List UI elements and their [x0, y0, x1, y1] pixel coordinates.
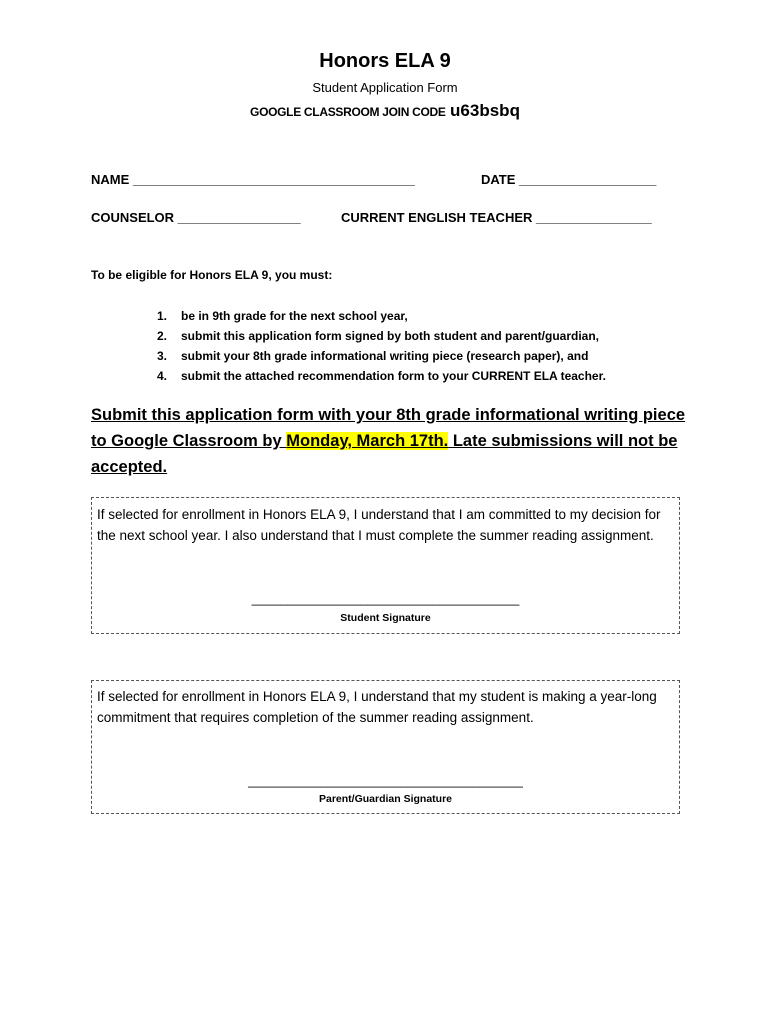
counselor-field[interactable]: COUNSELOR _________________ — [91, 210, 301, 225]
date-field[interactable]: DATE ___________________ — [481, 172, 657, 187]
list-item-text: be in 9th grade for the next school year, — [181, 309, 408, 323]
list-item-text: submit this application form signed by both student and parent/guardian, — [181, 329, 600, 343]
name-field[interactable]: NAME _______________________________________ — [91, 172, 415, 187]
student-commitment-box — [91, 497, 680, 634]
parent-commitment-text: If selected for enrollment in Honors ELA 9, I understand that my student is making a year-long commitment that requires completion of the summer reading assignment. — [97, 689, 657, 725]
list-item — [157, 346, 606, 366]
english-teacher-field[interactable]: CURRENT ENGLISH TEACHER ________________ — [341, 210, 652, 225]
list-item-number: 2. — [157, 329, 168, 343]
list-item-text: submit the attached recommendation form to your CURRENT ELA teacher. — [181, 369, 606, 383]
submission-notice — [91, 402, 691, 480]
student-signature-line[interactable]: _____________________________________ — [251, 591, 520, 606]
join-code-line — [0, 101, 770, 121]
eligibility-intro: To be eligible for Honors ELA 9, you must: — [91, 268, 333, 282]
parent-commitment-box — [91, 680, 680, 814]
list-item-number: 3. — [157, 349, 168, 363]
join-code-value: u63bsbq — [450, 101, 520, 120]
list-item-number: 4. — [157, 369, 168, 383]
parent-signature-label: Parent/Guardian Signature — [318, 793, 453, 805]
parent-signature-line[interactable]: ______________________________________ — [248, 773, 523, 788]
deadline-highlight: Monday, March 17th. — [286, 432, 449, 450]
list-item — [157, 306, 606, 326]
list-item-text: submit your 8th grade informational writing piece (research paper), and — [181, 349, 589, 363]
eligibility-list — [157, 306, 606, 386]
student-signature-label: Student Signature — [340, 612, 431, 624]
page-subtitle: Student Application Form — [312, 80, 458, 95]
student-commitment-text: If selected for enrollment in Honors ELA 9, I understand that I am committed to my decision for the next school year. I also understand that I must complete the summer reading assignment. — [97, 507, 661, 543]
page-title: Honors ELA 9 — [319, 50, 451, 72]
list-item-number: 1. — [157, 309, 168, 323]
notice-text-before: Submit this application form with your 8th grade informational writing piece to Google Classroom by — [91, 406, 686, 450]
notice-text-after: Late submissions will not be accepted. — [91, 432, 678, 476]
join-code-label: GOOGLE CLASSROOM JOIN CODE — [250, 105, 446, 119]
list-item — [157, 366, 606, 386]
list-item — [157, 326, 606, 346]
